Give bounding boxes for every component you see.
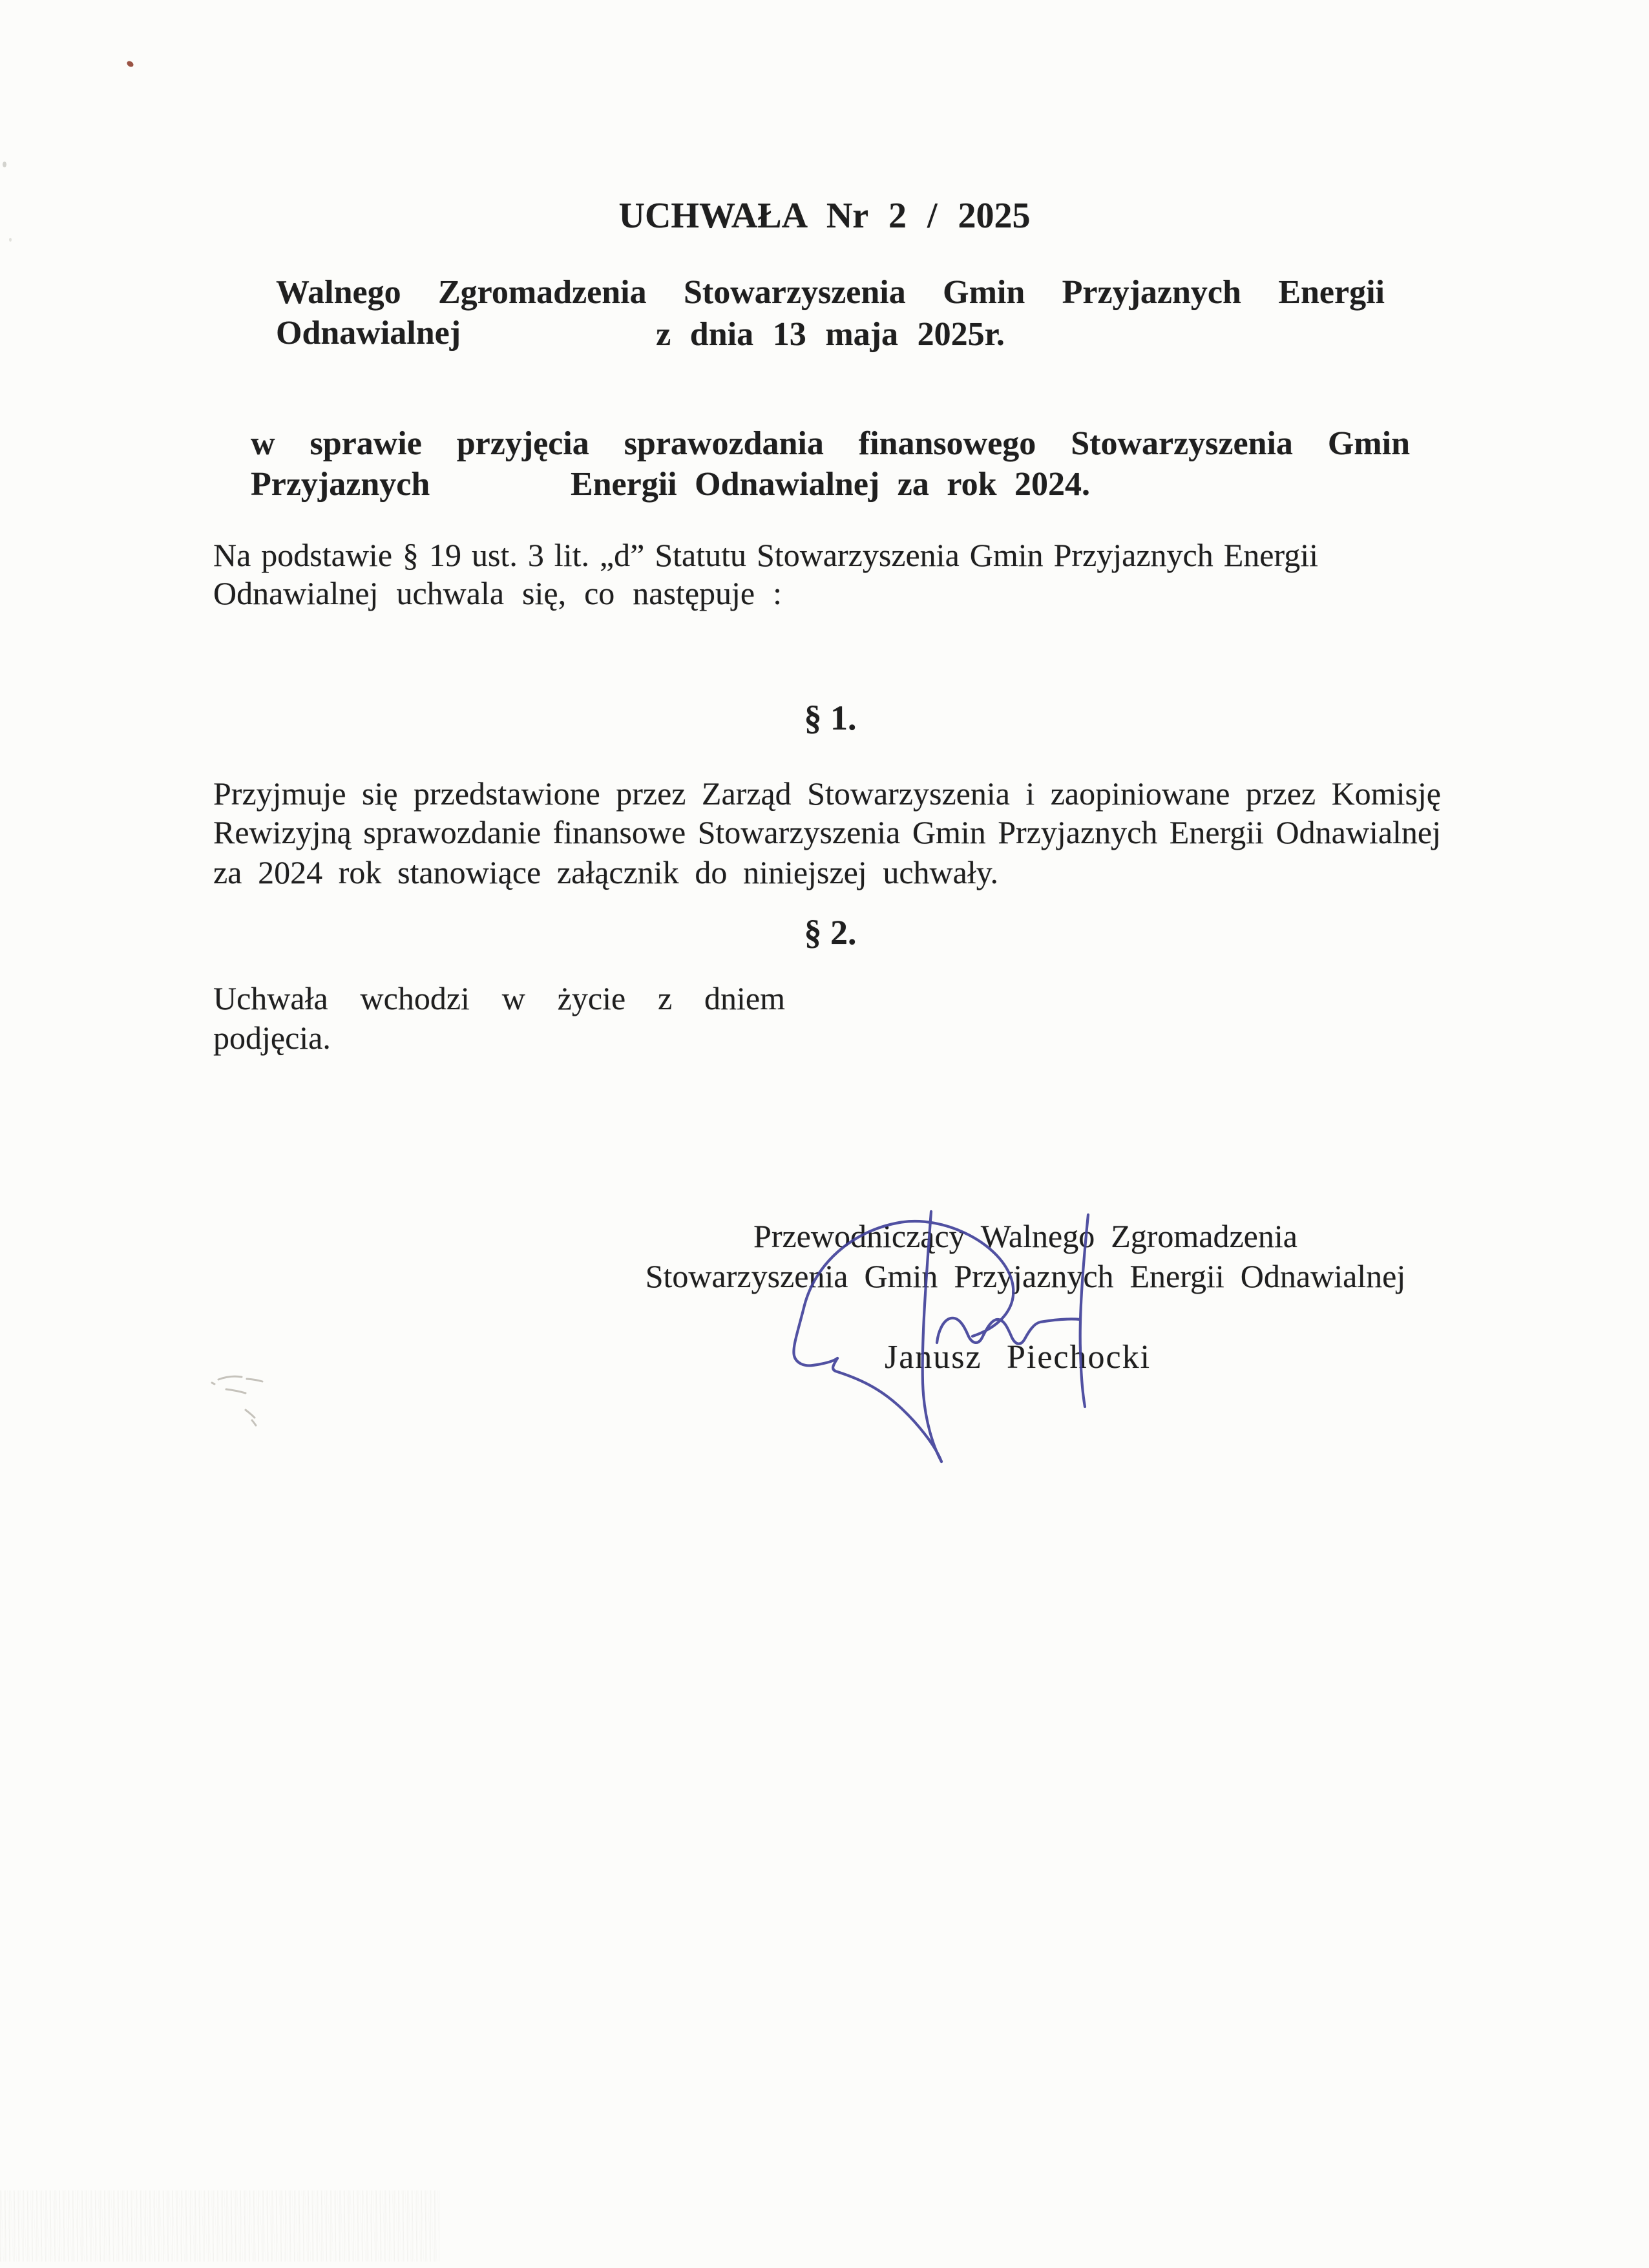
date-line: z dnia 13 maja 2025r. xyxy=(656,316,1005,353)
section-1-mark: § 1. xyxy=(804,698,857,737)
red-ink-speck xyxy=(126,60,135,68)
page-title: UCHWAŁA Nr 2 / 2025 xyxy=(618,196,1031,236)
handwritten-signature xyxy=(646,1182,1098,1583)
section-1-line-1: Przyjmuje się przedstawione przez Zarząd Stowarzyszenia i zaopiniowane przez Komisję xyxy=(213,775,1441,812)
pencil-smudge-marks xyxy=(207,1363,291,1428)
scan-edge-speck xyxy=(3,162,6,167)
signature-role-line-1: Przewodniczący Walnego Zgromadzenia xyxy=(753,1218,1297,1254)
signature-role-line-2: Stowarzyszenia Gmin Przyjaznych Energii Odnawialnej xyxy=(645,1258,1406,1294)
section-1-line-2: Rewizyjną sprawozdanie finansowe Stowarzyszenia Gmin Przyjaznych Energii Odnawialnej xyxy=(213,814,1441,850)
subject-line-2: Energii Odnawialnej za rok 2024. xyxy=(570,466,1091,503)
subject-line-1: w sprawie przyjęcia sprawozdania finansowego Stowarzyszenia Gmin Przyjaznych xyxy=(251,425,1410,503)
issuer-line: Walnego Zgromadzenia Stowarzyszenia Gmin Przyjaznych Energii Odnawialnej xyxy=(276,274,1385,352)
section-1-line-3: za 2024 rok stanowiące załącznik do niniejszej uchwały. xyxy=(213,854,998,890)
signer-name: Janusz Piechocki xyxy=(884,1339,1151,1376)
scan-edge-speck xyxy=(9,238,12,242)
legal-basis-line-2: Odnawialnej uchwala się, co następuje : xyxy=(213,575,782,611)
section-2-text: Uchwała wchodzi w życie z dniem podjęcia. xyxy=(213,980,785,1056)
scanner-noise-patch xyxy=(0,2190,439,2262)
legal-basis-line-1: Na podstawie § 19 ust. 3 lit. „d” Statutu Stowarzyszenia Gmin Przyjaznych Energii xyxy=(213,537,1318,573)
section-2-mark: § 2. xyxy=(804,913,857,952)
